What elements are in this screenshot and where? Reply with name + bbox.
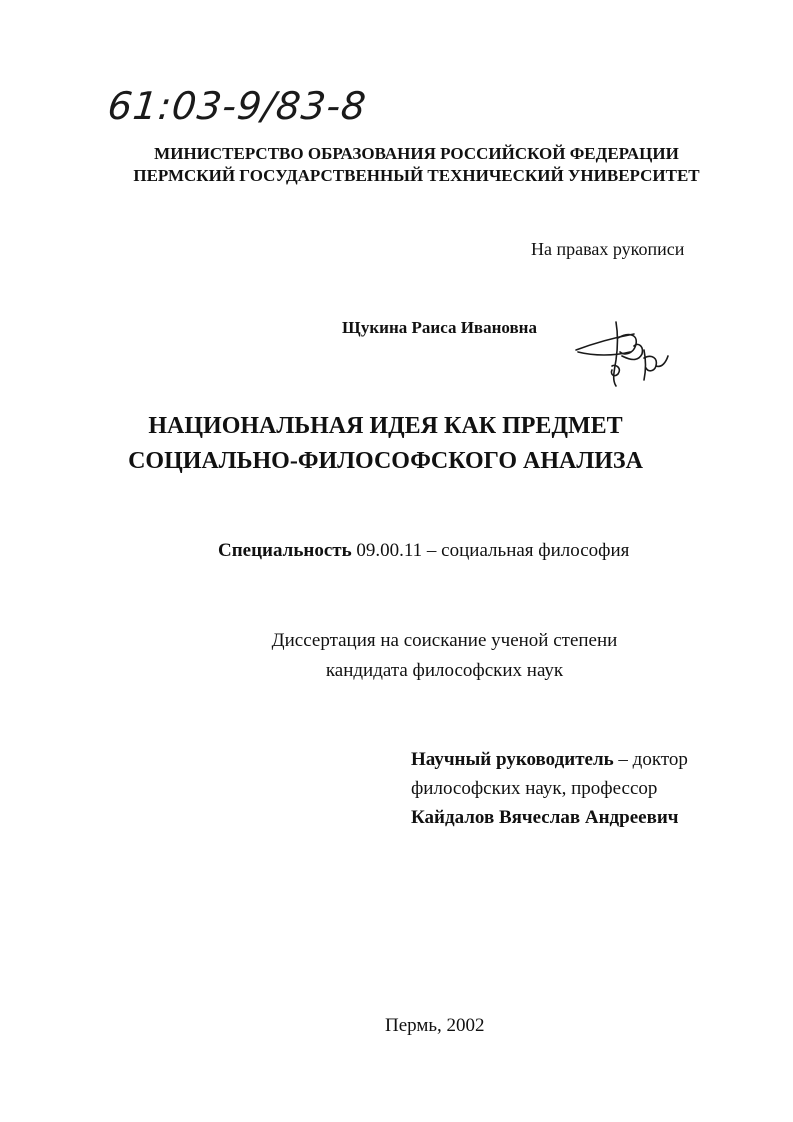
specialty-line <box>218 540 629 562</box>
handwritten-catalog-code: 61:03-9/83-8 <box>105 84 369 128</box>
dissertation-purpose-line-1: Диссертация на соискание ученой степени <box>271 630 618 651</box>
supervisor-degree-start: – доктор <box>613 749 688 770</box>
supervisor-line-1 <box>411 749 688 771</box>
city-year: Пермь, 2002 <box>385 1015 485 1036</box>
supervisor-line-2: философских наук, профессор <box>411 778 658 799</box>
rights-note: На правах рукописи <box>531 239 685 259</box>
specialty-value: 09.00.11 – социальная философия <box>351 540 630 561</box>
university-heading: ПЕРМСКИЙ ГОСУДАРСТВЕННЫЙ ТЕХНИЧЕСКИЙ УНИВЕРСИТЕТ <box>133 166 700 185</box>
specialty-label: Специальность <box>218 540 352 561</box>
author-name: Щукина Раиса Ивановна <box>342 318 537 337</box>
supervisor-name: Кайдалов Вячеслав Андреевич <box>411 807 679 828</box>
dissertation-title-line-2: СОЦИАЛЬНО-ФИЛОСОФСКОГО АНАЛИЗА <box>128 448 643 474</box>
dissertation-title-line-1: НАЦИОНАЛЬНАЯ ИДЕЯ КАК ПРЕДМЕТ <box>148 413 623 439</box>
supervisor-label: Научный руководитель <box>411 749 614 770</box>
ministry-heading: МИНИСТЕРСТВО ОБРАЗОВАНИЯ РОССИЙСКОЙ ФЕДЕРАЦИИ <box>154 144 679 163</box>
dissertation-purpose-line-2: кандидата философских наук <box>325 660 564 681</box>
signature-icon <box>572 316 682 394</box>
